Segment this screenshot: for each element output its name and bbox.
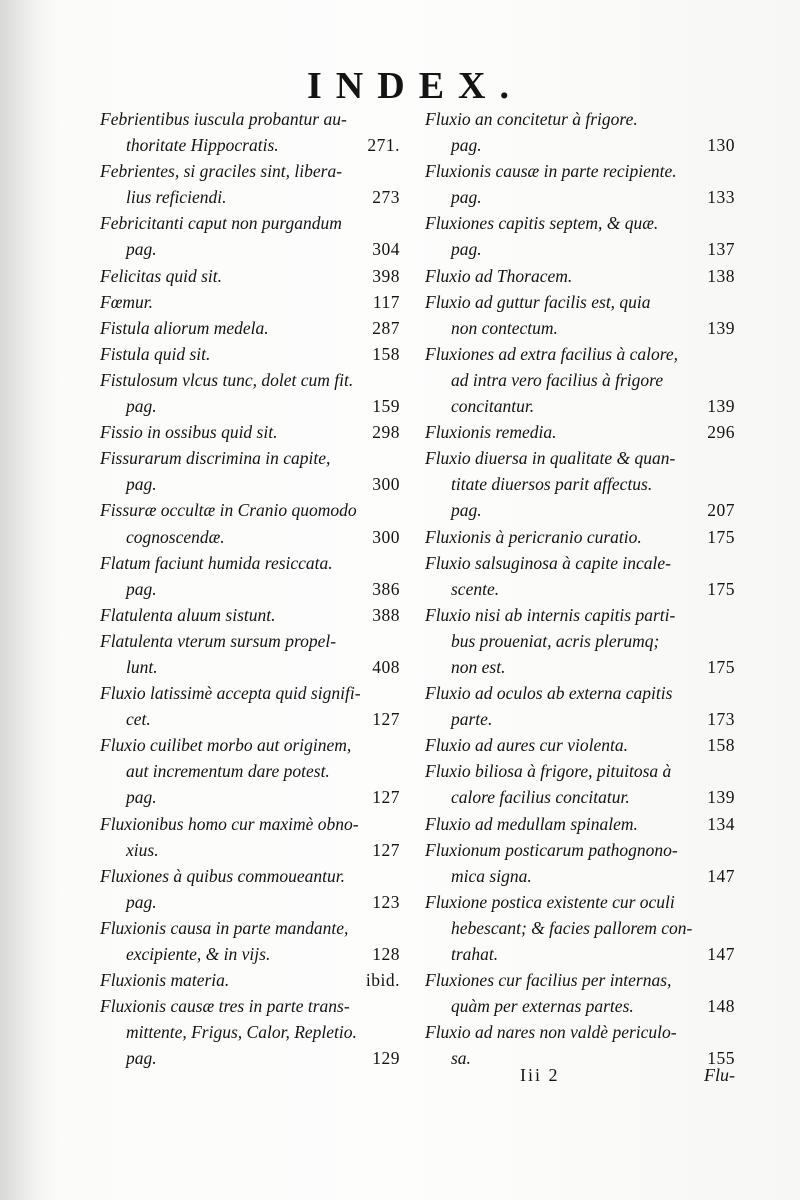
index-entry-line: Fluxione postica existente cur oculi — [425, 891, 675, 912]
index-page-number: 127 — [372, 787, 400, 808]
index-page-number: 271. — [367, 135, 400, 156]
index-column-left — [100, 106, 400, 1071]
index-entry-line: hebescant; & facies pallorem con- — [451, 917, 693, 938]
index-entry-line — [100, 236, 400, 262]
index-page-number: 147 — [707, 944, 735, 964]
index-entry-line — [100, 393, 400, 419]
index-page-number: 398 — [372, 265, 400, 286]
index-page-number: 134 — [707, 813, 735, 834]
index-entry-text: lius reficiendi. — [126, 187, 227, 208]
index-entry-line: titate diuersos parit affectus. — [451, 474, 653, 495]
index-entry-text: mica signa. — [451, 865, 532, 886]
index-entry — [100, 550, 400, 602]
index-page-number: 117 — [372, 291, 400, 312]
index-page-number: 207 — [707, 500, 735, 521]
index-entry-line: Febricitanti caput non purgandum — [100, 213, 342, 234]
index-entry — [425, 445, 735, 523]
index-entry-line: Fluxionis causæ tres in parte trans- — [100, 996, 350, 1017]
index-entry-line: Fistulosum vlcus tunc, dolet cum fit. — [100, 369, 354, 390]
index-entry — [100, 419, 400, 445]
index-page-number: 175 — [707, 656, 735, 677]
index-page-number: 137 — [707, 239, 735, 260]
index-entry-text: pag. — [126, 891, 157, 912]
index-page-number: 139 — [707, 317, 735, 338]
index-entry — [425, 732, 735, 758]
index-entry-line — [100, 576, 400, 602]
index-entry-line — [425, 263, 735, 289]
index-entry — [100, 289, 400, 315]
index-entry — [425, 837, 735, 889]
index-entry-line: Fluxionis causæ in parte recipiente. — [425, 161, 677, 182]
index-entry — [425, 889, 735, 967]
index-entry — [100, 263, 400, 289]
catchword: Flu- — [704, 1065, 735, 1085]
index-entry-line: Flatulenta vterum sursum propel- — [100, 630, 337, 651]
index-entry-text: Fissio in ossibus quid sit. — [100, 422, 278, 443]
page-title: INDEX. — [307, 65, 523, 107]
index-entry-line — [425, 132, 735, 158]
index-entry — [100, 680, 400, 732]
index-entry — [425, 158, 735, 210]
index-entry-text: pag. — [126, 578, 157, 599]
index-entry-text: scente. — [451, 578, 500, 599]
index-entry-line — [425, 419, 735, 445]
index-entry-line — [425, 315, 735, 341]
index-entry-line — [100, 419, 400, 445]
index-entry-text: Fluxionis à pericranio curatio. — [425, 526, 642, 547]
index-page-number: 127 — [372, 709, 400, 730]
index-page-number: 173 — [707, 709, 735, 730]
index-page-number: 304 — [372, 239, 400, 260]
index-entry-line: Fluxio ad oculos ab externa capitis — [425, 683, 673, 704]
index-entry-line: Fluxio cuilibet morbo aut originem, — [100, 735, 352, 756]
index-entry — [425, 106, 735, 158]
index-page-number: 296 — [707, 422, 735, 443]
index-entry-text: non est. — [451, 656, 506, 677]
index-entry-line — [425, 941, 735, 967]
index-entry-text: cet. — [126, 709, 151, 730]
index-entry-line: Fluxiones cur facilius per internas, — [425, 970, 672, 991]
index-entry — [425, 210, 735, 262]
index-entry — [100, 106, 400, 158]
index-entry-text: excipiente, & in vijs. — [126, 944, 271, 964]
index-page-number: 300 — [372, 474, 400, 495]
index-entry-line — [425, 784, 735, 810]
index-entry — [425, 602, 735, 680]
index-page-number: 158 — [707, 735, 735, 756]
index-page-number: 133 — [707, 187, 735, 208]
index-entry-line — [425, 863, 735, 889]
page-footer — [425, 1060, 735, 1090]
index-entry-line — [425, 524, 735, 550]
index-entry-line — [100, 784, 400, 810]
index-page-number: 130 — [707, 135, 735, 156]
index-entry — [425, 758, 735, 810]
index-entry-line: Fluxiones capitis septem, & quæ. — [425, 213, 659, 234]
index-page-number: 123 — [372, 891, 400, 912]
index-entry-line — [100, 967, 400, 993]
index-entry-line: Fluxio salsuginosa à capite incale- — [425, 552, 671, 573]
index-entry-line: Fissuræ occultæ in Cranio quomodo — [100, 500, 357, 521]
index-page-number: 175 — [707, 578, 735, 599]
index-entry-line: bus proueniat, acris plerumq; — [451, 630, 660, 651]
index-entry-text: Fœmur. — [100, 291, 153, 312]
index-entry-text: pag. — [126, 239, 157, 260]
index-page-number: 287 — [372, 317, 400, 338]
index-entry — [100, 915, 400, 967]
index-page-number: 298 — [372, 422, 400, 443]
index-entry-line — [425, 811, 735, 837]
index-page-number: 386 — [372, 578, 400, 599]
index-entry-text: concitantur. — [451, 396, 535, 417]
index-page-number: 128 — [372, 944, 400, 964]
index-page-number: 147 — [707, 865, 735, 886]
index-entry — [100, 967, 400, 993]
index-entry — [100, 158, 400, 210]
index-entry — [100, 993, 400, 1071]
index-page-number: 139 — [707, 396, 735, 417]
index-entry-line — [100, 315, 400, 341]
index-entry-text: Fistula aliorum medela. — [100, 317, 269, 338]
index-entry-line — [425, 576, 735, 602]
index-entry — [100, 341, 400, 367]
index-entry-line — [100, 289, 400, 315]
index-entry-line — [425, 497, 735, 523]
index-entry — [425, 680, 735, 732]
signature-mark: Iii 2 — [520, 1065, 560, 1085]
index-entry-line — [425, 184, 735, 210]
index-entry-line — [425, 236, 735, 262]
index-entry-text: pag. — [126, 1048, 157, 1069]
index-entry — [100, 811, 400, 863]
index-entry-line: mittente, Frigus, Calor, Repletio. — [126, 1022, 357, 1043]
index-entry-text: pag. — [451, 187, 482, 208]
index-entry — [100, 602, 400, 628]
index-entry — [425, 341, 735, 419]
index-page-number: 158 — [372, 343, 400, 364]
index-entry-line — [100, 706, 400, 732]
index-entry-text: Fluxionis remedia. — [425, 422, 557, 443]
index-entry-text: Flatulenta aluum sistunt. — [100, 604, 276, 625]
index-page-number: 155 — [707, 1048, 735, 1069]
index-entry-text: thoritate Hippocratis. — [126, 135, 279, 156]
index-entry-line — [425, 732, 735, 758]
index-page-number: 273 — [372, 187, 400, 208]
index-entry-line: Fluxio nisi ab internis capitis parti- — [425, 604, 676, 625]
index-entry-line — [100, 132, 400, 158]
index-entry-line — [100, 837, 400, 863]
index-page-number: 175 — [707, 526, 735, 547]
index-entry-line: Fluxio diuersa in qualitate & quan- — [425, 448, 676, 469]
index-entry-line: Fluxionum posticarum pathognono- — [425, 839, 678, 860]
index-entry-line — [100, 1045, 400, 1071]
index-entry — [425, 811, 735, 837]
index-entry — [100, 445, 400, 497]
index-entry-text: Felicitas quid sit. — [100, 265, 223, 286]
index-entry — [425, 550, 735, 602]
index-entry-text: quàm per externas partes. — [451, 996, 634, 1017]
index-entry-text: cognoscendæ. — [126, 526, 225, 547]
index-entry-line — [425, 706, 735, 732]
index-entry-line: Febrientibus iuscula probantur au- — [100, 109, 347, 129]
index-entry-line: aut incrementum dare potest. — [126, 761, 330, 782]
index-entry-line: Fluxio ad guttur facilis est, quia — [425, 291, 651, 312]
index-entry-text: pag. — [451, 500, 482, 521]
index-entry — [425, 289, 735, 341]
index-entry-line: ad intra vero facilius à frigore — [451, 369, 664, 390]
index-entry-text: Fluxio ad Thoracem. — [425, 265, 573, 286]
index-entry-text: Fistula quid sit. — [100, 343, 211, 364]
index-entry — [425, 967, 735, 1019]
index-entry-line — [425, 654, 735, 680]
index-entry-line — [100, 941, 400, 967]
index-page-number: 138 — [707, 265, 735, 286]
index-entry — [425, 263, 735, 289]
index-entry-text: pag. — [126, 396, 157, 417]
index-entry-text: pag. — [451, 239, 482, 260]
index-entry-text: trahat. — [451, 944, 499, 964]
index-page-number: 408 — [372, 656, 400, 677]
index-entry-line — [100, 524, 400, 550]
index-page-number: 139 — [707, 787, 735, 808]
index-page-number: ibid. — [365, 970, 400, 991]
index-entry-line — [100, 341, 400, 367]
index-page-number: 129 — [372, 1048, 400, 1069]
index-entry-text: pag. — [126, 787, 157, 808]
index-entry-text: Fluxionis materia. — [100, 970, 230, 991]
index-entry-text: parte. — [451, 709, 493, 730]
index-entry-text: pag. — [451, 135, 482, 156]
page-gutter-shadow — [0, 0, 60, 1200]
index-page-number: 388 — [372, 604, 400, 625]
index-entry — [100, 863, 400, 915]
index-entry-line: Fluxio an concitetur à frigore. — [425, 109, 638, 129]
index-entry-line: Fluxionibus homo cur maximè obno- — [100, 813, 359, 834]
index-entry-line: Flatum faciunt humida resiccata. — [100, 552, 333, 573]
index-entry — [100, 210, 400, 262]
index-entry — [425, 524, 735, 550]
index-entry — [100, 732, 400, 810]
index-entry-line: Fluxiones ad extra facilius à calore, — [425, 343, 679, 364]
index-entry-text: non contectum. — [451, 317, 558, 338]
index-entry-text: calore facilius concitatur. — [451, 787, 630, 808]
index-entry — [425, 419, 735, 445]
index-page-number: 148 — [707, 996, 735, 1017]
index-entry-text: xius. — [126, 839, 159, 860]
index-entry-text: pag. — [126, 474, 157, 495]
index-entry-line: Fluxio ad nares non valdè periculo- — [425, 1022, 677, 1043]
index-entry-text: lunt. — [126, 656, 158, 677]
index-entry-line: Febrientes, si graciles sint, libera- — [100, 161, 343, 182]
index-entry-line — [425, 393, 735, 419]
index-entry — [100, 367, 400, 419]
index-entry-line — [425, 993, 735, 1019]
index-entry — [100, 628, 400, 680]
index-entry — [100, 315, 400, 341]
index-page-number: 159 — [372, 396, 400, 417]
index-entry-line — [100, 263, 400, 289]
index-entry-line: Fluxio latissimè accepta quid signifi- — [100, 683, 361, 704]
index-entry-line — [100, 654, 400, 680]
index-entry-line: Fluxionis causa in parte mandante, — [100, 917, 349, 938]
index-page-number: 300 — [372, 526, 400, 547]
index-entry-line: Fluxio biliosa à frigore, pituitosa à — [425, 761, 672, 782]
index-entry-text: sa. — [451, 1048, 471, 1069]
index-column-right — [425, 106, 735, 1071]
index-entry-text: Fluxio ad medullam spinalem. — [425, 813, 638, 834]
index-page-number: 127 — [372, 839, 400, 860]
index-entry-line — [100, 471, 400, 497]
index-entry-line — [100, 602, 400, 628]
index-entry-line: Fluxiones à quibus commoueantur. — [100, 865, 345, 886]
index-entry-text: Fluxio ad aures cur violenta. — [425, 735, 628, 756]
index-entry-line — [100, 184, 400, 210]
index-entry-line: Fissurarum discrimina in capite, — [100, 448, 331, 469]
index-entry-line — [100, 889, 400, 915]
index-entry — [100, 497, 400, 549]
